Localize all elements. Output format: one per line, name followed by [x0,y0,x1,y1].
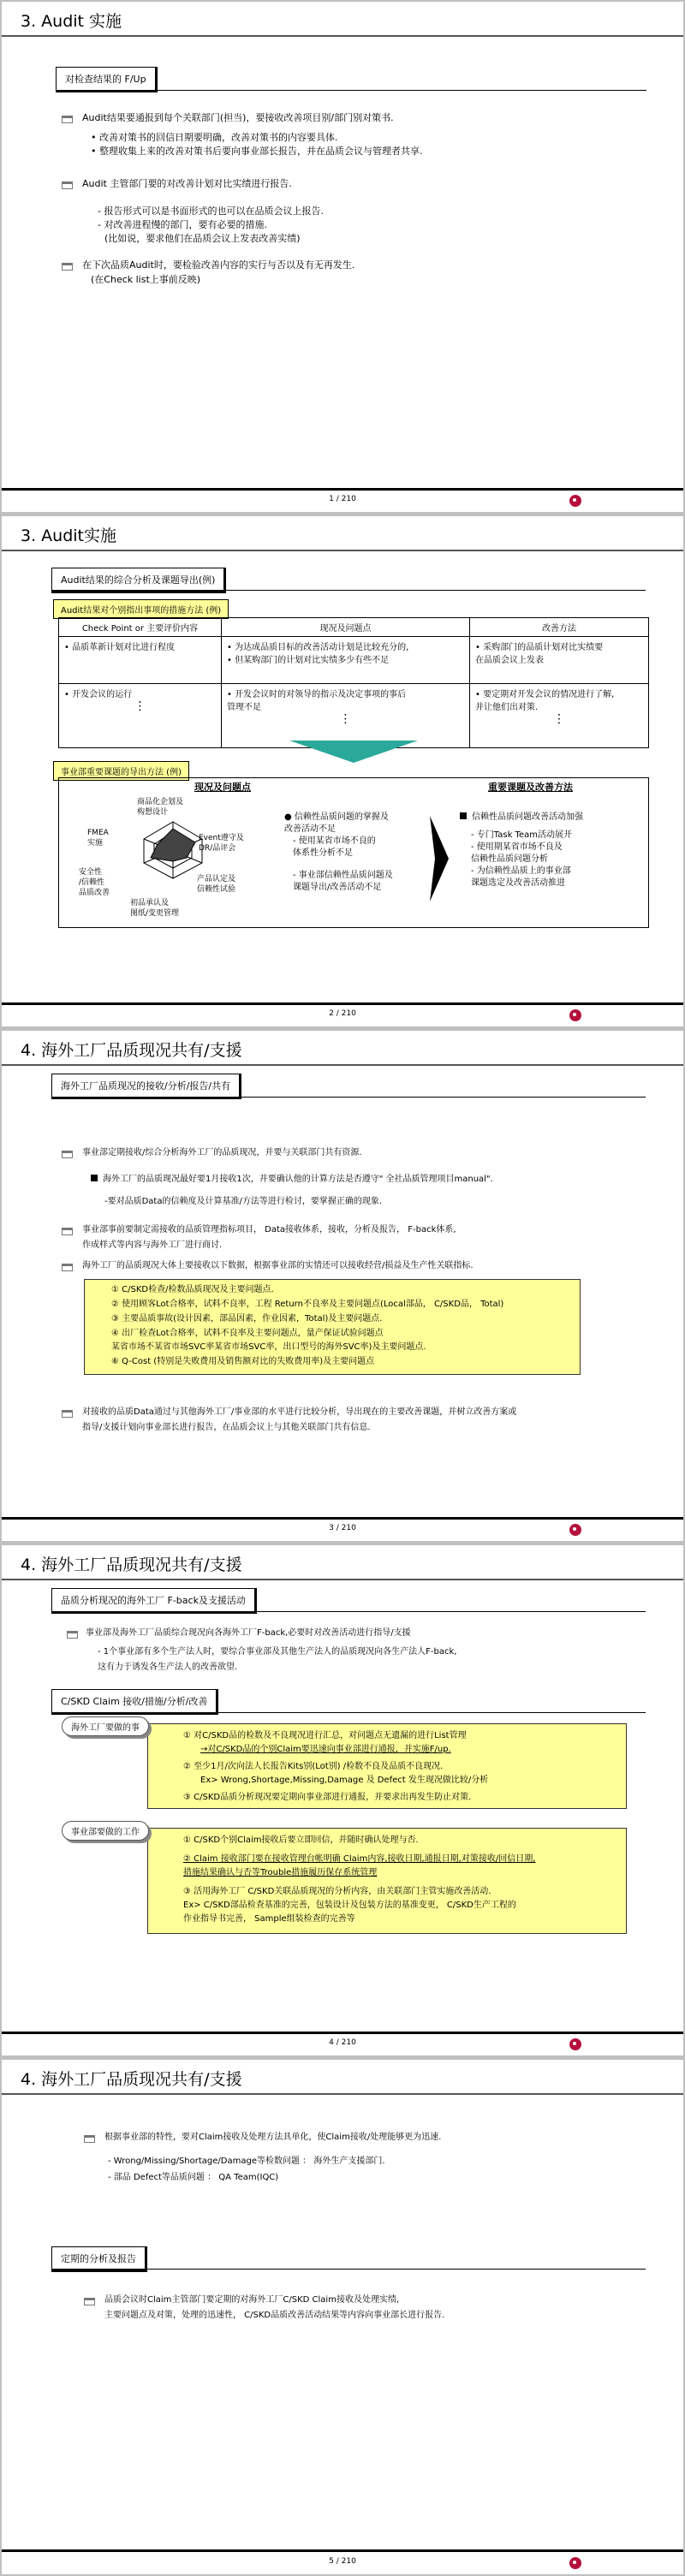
sub-bullet: - 报告形式可以是书面形式的也可以在品质会议上报告. [98,205,324,217]
slide-2 [2,516,683,1026]
table-row [59,637,649,684]
bullet-text: 对接收的品质Data通过与其他海外工厂/事业部的水平进行比较分析，导出现在的主要改善课题，并树立改善方案或 [82,1407,517,1417]
table-cell: • 采购部门的品质计划对比实绩要 在品质会议上发表 [470,637,649,684]
lg-logo-icon [569,495,581,507]
bullet-text: Audit结果要通报到每个关联部门(担当)，要接收改善项目别/部门别对策书. [82,112,394,123]
sub-bullet: 这有力于诱发各生产法人的改善欲望. [98,1663,238,1672]
bullet-text: 作成样式等内容与海外工厂进行商讨. [82,1240,223,1250]
radar-label: DR/品评会 [199,844,236,853]
task-item: →对C/SKD品的个别Claim要迅速向事业部进行通报，并实施F/up. [200,1745,451,1754]
slide-title: 4. 海外工厂品质现况共有/支援 [21,2070,242,2089]
sub-bullet: - 部品 Defect等品质问题 ： QA Team(IQC) [108,2173,279,2182]
radar-label: 安全性 [79,868,103,877]
section-label: Audit结果的综合分析及课题导出(例) [51,568,226,593]
task-item: Ex> Wrong,Shortage,Missing,Damage 及 Defect 发生现况做比较/分析 [200,1776,489,1785]
right-text: - 使用期某省市场不良及 [471,842,563,852]
footer-rule [2,1002,683,1005]
sub-bullet: - 对改善进程慢的部门，要有必要的措施. [98,219,267,230]
label-rule [51,1611,646,1612]
lg-logo-icon [569,1524,581,1536]
mid-text: - 使用某省市场不良的 [293,836,376,846]
radar-label: 初品承认及 [130,899,170,907]
slide-title: 3. Audit 实施 [21,12,122,31]
bullet-text: 在下次品质Audit时，要检验改善内容的实行与否以及有无再发生. [82,259,355,271]
folder-icon [62,263,73,271]
table-cell: • 要定期对开发会议的情况进行了解, 并让他们出对策. ⋮ [470,684,649,748]
radar-label: 商品化企划及 [137,798,184,806]
sub-bullet: (比如说，要求他们在品质会议上发表改善实绩) [104,233,301,244]
slide-title: 4. 海外工厂品质现况共有/支援 [21,1556,242,1574]
title-rule [2,1064,683,1066]
bullet-text: Audit 主管部门要的对改善计划对比实绩进行报告. [82,178,292,189]
slide-1 [2,2,683,512]
indicator-item: ③ 主要品质事故(设计因素，部品因素，作业因素，Total)及主要问题点. [111,1314,383,1324]
measure-table [58,617,649,748]
folder-icon [84,2135,95,2143]
indicator-item: 某省市场不某省市场SVC率某省市场SVC率，出口型号的海外SVC率)及主要问题点. [111,1342,426,1352]
radar-label: 实施 [87,839,104,848]
slide-title: 4. 海外工厂品质现况共有/支援 [21,1041,242,1060]
label-rule [51,1097,646,1098]
mid-text: 课题导出/改善活动不足 [293,883,382,892]
table-row [59,684,649,748]
radar-label: 图纸/变更管理 [130,909,180,918]
section-label: 品质分析现况的海外工厂 F-back及支援活动 [51,1588,257,1614]
bullet-text: 海外工厂的品质现况大体上要接收以下数据，根据事业部的实情还可以接收经营/损益及生产性关联指标. [82,1261,474,1270]
slide-5 [2,2060,683,2574]
task-item: ③ C/SKD品质分析现况要定期向事业部进行通报，并要求出再发生防止对策. [183,1793,472,1802]
footer-rule [2,1517,683,1520]
page-number: 2 / 210 [329,1009,356,1018]
right-text: 信赖性品质问题改善活动加强 [460,812,583,824]
title-rule [2,2093,683,2095]
right-text: - 为信赖性品质上的事业部 [471,866,571,876]
table-cell: • 品质革新计划对比进行程度 [59,637,222,684]
folder-icon [62,1151,73,1158]
radar-label: 构想设计 [137,808,169,817]
task-item: 作业指导书完善， Sample组装检查的完善等 [183,1914,355,1924]
section-label: 海外工厂品质现况的接收/分析/报告/共有 [51,1074,241,1099]
title-rule [2,35,683,37]
pill-label: 海外工厂要做的事 [62,1716,149,1736]
bullet-text: 事业部及海外工厂品质综合现况向各海外工厂F-back,必要时对改善活动进行指导/支援 [86,1628,411,1638]
slide-4 [2,1545,683,2055]
table-header: Check Point or 主要评价内容 [59,618,222,637]
bullet-text: 品质会议时Claim主管部门要定期的对海外工厂C/SKD Claim接收及处理实绩, [104,2295,400,2305]
table-cell: • 开发会议时的对领导的指示及决定事项的事后 管理不足 ⋮ [222,684,470,748]
mid-text: 体系性分析不足 [293,848,353,858]
page-number: 4 / 210 [329,2038,356,2047]
sub-bullet: - 1个事业部有多个生产法人时，要综合事业部及其他生产法人的品质现况向各生产法人F-back, [98,1647,457,1657]
sub-bullet: • 改善对策书的回信日期要明确，改善对策书的内容要具体. [91,132,338,143]
radar-label: 品质改善 [79,889,110,897]
radar-chart-icon [139,820,207,880]
bullet-text: 事业部事前要制定需接收的品质管理指标项目， Data接收体系，接收，分析及报告， F-back体系, [82,1225,456,1234]
radar-label: FMEA [87,829,109,837]
slide-3 [2,1031,683,1541]
bullet-text: 主要问题点及对策，处理的迅速性， C/SKD品质改善活动结果等内容向事业部长进行报告. [104,2311,445,2320]
radar-label: 信赖性试验 [197,885,236,894]
table-header: 改善方法 [470,618,649,637]
mid-text: - 事业部信赖性品质问题及 [293,871,393,880]
indicator-item: ② 使用顾客Lot合格率，试料不良率，工程 Return不良率及主要问题点(Local部品， C/SKD品， Total) [111,1300,504,1309]
sub-bullet: 海外工厂的品质现况最好要1月接收1次，并要确认他的计算方法是否遵守" 全社品质管理项目manual". [91,1174,493,1186]
radar-label: /信赖性 [79,878,105,887]
sub-bullet: - Wrong/Missing/Shortage/Damage等检数问题 ： 海外生产支援部门. [108,2157,385,2166]
footer-rule [2,2032,683,2034]
label-rule [56,90,646,91]
folder-icon [62,181,73,189]
bullet-text: 事业部定期接收/综合分析海外工厂的品质现况，并要与关联部门共有资源. [82,1148,362,1157]
lg-logo-icon [569,1009,581,1021]
lg-logo-icon [569,2557,581,2569]
footer-rule [2,488,683,491]
section-label: C/SKD Claim 接收/措施/分析/改善 [51,1689,218,1715]
indicator-item: ① C/SKD检查/检数品质现况及主要问题点. [111,1285,274,1294]
right-text: - 专门Task Team活动展开 [471,830,572,840]
down-arrow-icon [289,741,418,764]
label-rule [51,1712,646,1713]
mid-text: ● 信赖性品质问题的掌握及 [284,812,389,822]
page-number: 5 / 210 [329,2557,356,2566]
right-text: 课题选定及改善活动推进 [471,878,565,888]
indicator-item: ⑥ Q-Cost (特别是失败费用及销售额对比的失败费用率)及主要问题点 [111,1357,375,1366]
tab-label: 事业部重要课题的导出方法 (例) [53,761,189,781]
title-rule [2,1579,683,1580]
table-header: 现况及问题点 [222,618,470,637]
radar-label: Event遵守及 [199,834,244,842]
task-item: Ex> C/SKD部品检查基准的完善，包装设计及包装方法的基准变更， C/SKD生产工程的 [183,1901,516,1910]
square-bullet-icon [460,812,467,819]
task-item: ② 至少1月/次向法人长报告Kits别(Lot别) /检数不良及品质不良现况. [183,1762,444,1771]
sub-bullet: (在Check list上事前反映) [91,274,201,285]
chevron-right-icon [430,816,449,901]
page-number: 1 / 210 [329,495,356,503]
pill-label: 事业部要做的工作 [62,1821,149,1841]
mid-text: 改善活动不足 [284,824,336,834]
lg-logo-icon [569,2038,581,2050]
task-item: ① C/SKD个别Claim接收后要立即回信，并随时确认处理与否. [183,1835,419,1845]
task-item: ③ 活用海外工厂 C/SKD关联品质现况的分析内容，由关联部门主管实施改善活动. [183,1887,491,1896]
page-number: 3 / 210 [329,1524,356,1532]
right-text: 信赖性品质问题分析 [471,854,548,864]
section-label: 定期的分析及报告 [51,2246,147,2272]
label-rule [51,2269,646,2270]
slide-title: 3. Audit实施 [21,527,116,545]
sub-bullet: -要对品质Data的信赖度及计算基准/方法等进行检讨，要掌握正确的现象. [104,1197,383,1206]
sub-bullet: • 整理收集上来的改善对策书后要向事业部长报告，并在品质会议与管理者共享. [91,146,423,157]
tab-label: Audit结果对个别指出事项的措施方法 (例) [53,599,229,619]
table-header-row [59,618,649,637]
task-item: ① 对C/SKD品的检数及不良现况进行汇总，对问题点无遗漏的进行List管理 [183,1731,467,1740]
table-cell: • 开发会议的运行 ⋮ [59,684,222,748]
folder-icon [62,1228,73,1235]
table-cell: • 为达成品质目标的改善活动计划是比较充分的, • 但某购部门的计划对比实绩多少有些不足 [222,637,470,684]
radar-label: 产品认定及 [197,875,236,883]
title-rule [2,550,683,551]
task-item: ② Claim 接收部门要在接收管理台帐明确 Claim内容,接收日期,通报日期,对策接收/回信日期, [183,1854,536,1864]
panel-heading-right: 重要课题及改善方法 [488,782,573,793]
task-item: 措施结果确认与否等Trouble措施履历保存系统管理 [183,1868,378,1877]
section-label: 对检查结果的 F/Up [56,67,158,92]
folder-icon [84,2298,95,2305]
folder-icon [62,1410,73,1418]
square-bullet-icon [91,1175,98,1181]
folder-icon [67,1631,78,1639]
folder-icon [62,1264,73,1271]
indicator-item: ④ 出厂检查Lot合格率，试料不良率及主要问题点，量产保证试验问题点 [111,1329,384,1338]
footer-rule [2,2549,683,2552]
bullet-text: 指导/支援计划向事业部长进行报告，在品质会议上与其他关联部门共有信息. [82,1423,371,1432]
folder-icon [62,116,73,123]
label-rule [51,590,646,591]
bullet-text: 根据事业部的特性，要对Claim接收及处理方法具单化，使Claim接收/处理能够更为迅速. [104,2133,442,2142]
panel-heading-left: 现况及问题点 [194,782,251,793]
